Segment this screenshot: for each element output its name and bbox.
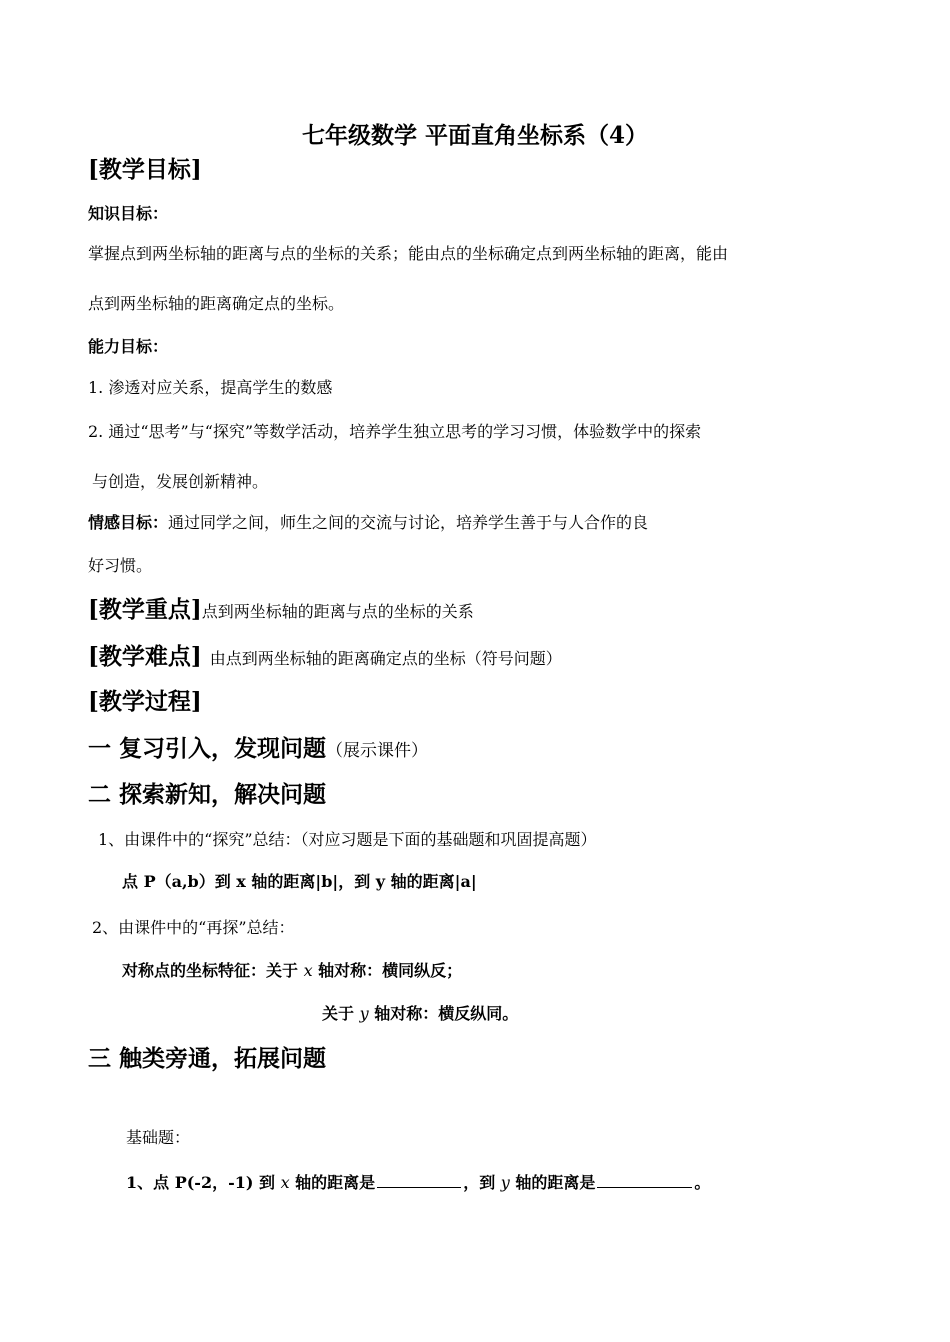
key-point-heading: [教学重点] xyxy=(88,596,202,623)
part2-heading: 二 探索新知，解决问题 xyxy=(88,781,327,808)
knowledge-objective-text-line1: 掌握点到两坐标轴的距离与点的坐标的关系；能由点的坐标确定点到两坐标轴的距离，能由 xyxy=(88,244,729,263)
question-1-x-var: x xyxy=(280,1173,290,1192)
knowledge-objective-label: 知识目标： xyxy=(88,204,169,223)
question-1-text-d: 轴的距离是 xyxy=(509,1173,596,1192)
answer-blank-x[interactable] xyxy=(377,1173,461,1188)
difficult-point-line xyxy=(88,645,562,668)
basic-questions-label: 基础题： xyxy=(126,1128,191,1147)
question-1-y-var: y xyxy=(500,1173,510,1192)
symmetry-rule-x-var: x xyxy=(303,961,313,980)
distance-formula: 点 P（a,b）到 x 轴的距离|b|，到 y 轴的距离|a| xyxy=(122,872,477,891)
part2-item-1: 1、由课件中的“探究”总结：（对应习题是下面的基础题和巩固提高题） xyxy=(98,830,597,849)
symmetry-rule-x-prefix: 对称点的坐标特征：关于 xyxy=(122,961,304,980)
emotion-objective-label: 情感目标： xyxy=(88,513,169,532)
part1-heading: 一 复习引入，发现问题 xyxy=(88,735,327,762)
question-1-text-b: 轴的距离是 xyxy=(289,1173,376,1192)
ability-objective-label: 能力目标： xyxy=(88,337,169,356)
page-title: 七年级数学 平面直角坐标系（4） xyxy=(301,122,648,149)
emotion-objective-text: 通过同学之间，师生之间的交流与讨论，培养学生善于与人合作的良 xyxy=(168,513,649,532)
ability-objective-item-1: 1. 渗透对应关系，提高学生的数感 xyxy=(88,378,333,397)
question-1-text-e: 。 xyxy=(694,1173,711,1192)
part2-item-2: 2、由课件中的“再探”总结： xyxy=(92,918,295,937)
knowledge-objective-text-line2: 点到两坐标轴的距离确定点的坐标。 xyxy=(88,294,345,313)
ability-objective-item-2-line1: 2. 通过“思考”与“探究”等数学活动，培养学生独立思考的学习习惯，体验数学中的探索 xyxy=(88,422,702,441)
symmetry-rule-y xyxy=(322,1006,518,1022)
key-point-text: 点到两坐标轴的距离与点的坐标的关系 xyxy=(201,602,474,621)
emotion-objective-line2: 好习惯。 xyxy=(88,556,153,575)
section-objectives-heading: [教学目标] xyxy=(88,156,202,183)
question-1 xyxy=(126,1173,710,1191)
question-1-text-c: ，到 xyxy=(463,1173,501,1192)
symmetry-rule-x xyxy=(122,963,462,979)
key-point-line xyxy=(88,598,474,621)
part3-heading: 三 触类旁通，拓展问题 xyxy=(88,1045,327,1072)
question-1-text-a: 1、点 P(-2，-1) 到 xyxy=(126,1173,281,1192)
symmetry-rule-y-prefix: 关于 xyxy=(322,1004,360,1023)
process-heading: [教学过程] xyxy=(88,688,202,715)
symmetry-rule-y-suffix: 轴对称：横反纵同。 xyxy=(368,1004,519,1023)
ability-objective-item-2-line2: 与创造，发展创新精神。 xyxy=(92,472,269,491)
difficult-point-heading: [教学难点] xyxy=(88,643,202,670)
part1-note: （展示课件） xyxy=(326,741,429,761)
symmetry-rule-x-suffix: 轴对称：横同纵反； xyxy=(312,961,463,980)
symmetry-rule-y-var: y xyxy=(359,1004,369,1023)
emotion-objective-line1 xyxy=(88,515,648,531)
part1-line xyxy=(88,737,428,760)
answer-blank-y[interactable] xyxy=(597,1173,692,1188)
difficult-point-text: 由点到两坐标轴的距离确定点的坐标（符号问题） xyxy=(209,649,562,668)
